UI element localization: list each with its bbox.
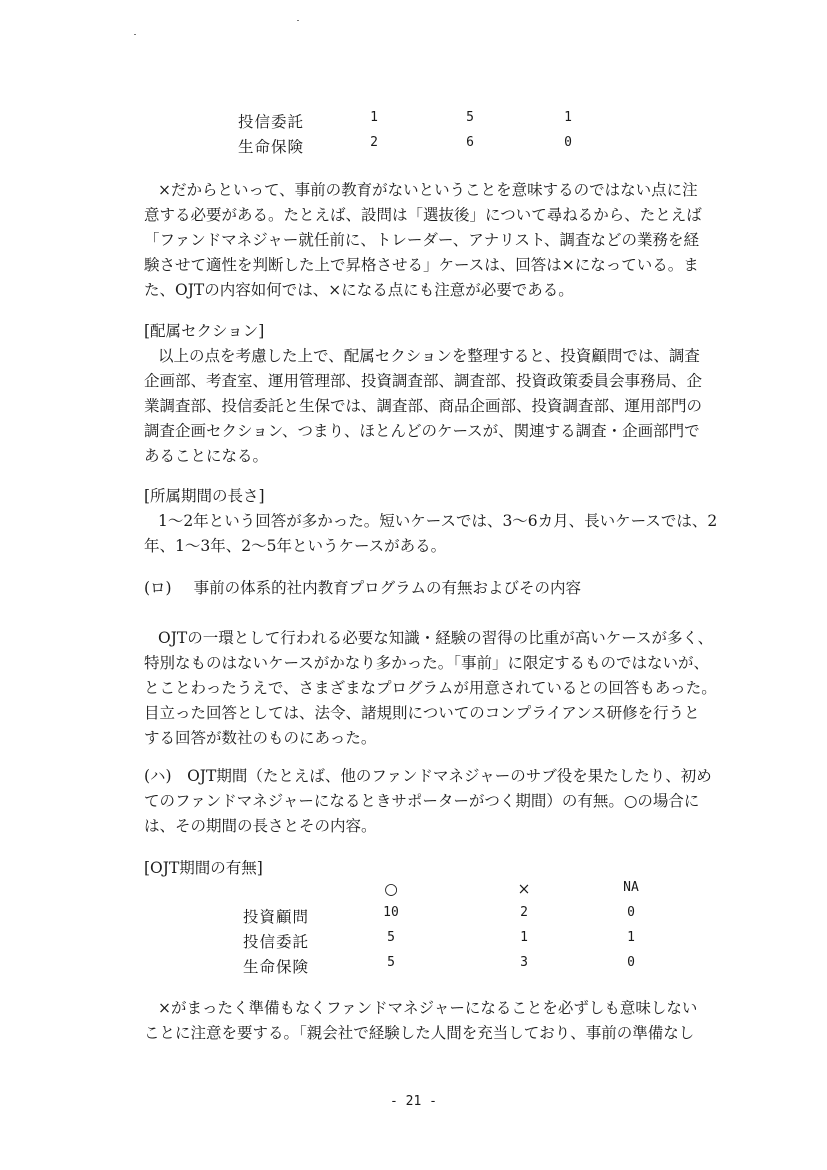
- table-cell: 6: [466, 135, 474, 150]
- table-row: [238, 135, 598, 160]
- table2-heading: [144, 856, 263, 881]
- text-line: 調査企画セクション、つまり、ほとんどのケースが、関連する調査・企画部門で: [144, 422, 700, 440]
- row-label: 投信委託: [243, 933, 310, 951]
- table-cell: 0: [627, 905, 635, 920]
- section-heading: [配属セクション]: [144, 322, 265, 340]
- item-marker: (ロ): [144, 579, 172, 597]
- text-line: ×がまったく準備もなくファンドマネジャーになることを必ずしも意味しない: [158, 999, 698, 1017]
- table2: [243, 880, 663, 980]
- text-line: 験させて適性を判断した上で昇格させる」ケースは、回答は×になっている。ま: [144, 256, 699, 274]
- text-line: てのファンドマネジャーになるときサポーターがつく期間）の有無。○の場合に: [144, 792, 700, 810]
- text-line: する回答が数社のものにあった。: [144, 729, 377, 747]
- section-heading: [OJT期間の有無]: [144, 859, 263, 877]
- text-line: 特別なものはないケースがかなり多かった。「事前」に限定するものではないが、: [144, 654, 709, 672]
- row-label: 投資顧問: [243, 908, 310, 926]
- item-ha: [144, 764, 712, 839]
- text-line: ことに注意を要する。「親会社で経験した人間を充当しており、事前の準備なし: [144, 1024, 695, 1042]
- table-cell: 1: [627, 930, 635, 945]
- table-cell: 1: [564, 110, 572, 125]
- section-heading: [所属期間の長さ]: [144, 487, 265, 505]
- row-label: 生命保険: [238, 138, 305, 156]
- text-line: OJTの一環として行われる必要な知識・経験の習得の比重が高いケースが多く、: [158, 629, 714, 647]
- text-line: 「ファンドマネジャー就任前に、トレーダー、アナリスト、調査などの業務を経: [144, 231, 700, 249]
- column-header: ○: [384, 880, 398, 898]
- table-cell: 2: [520, 905, 528, 920]
- table-cell: 0: [564, 135, 572, 150]
- row-label: 投信委託: [238, 113, 305, 131]
- text-line: 意する必要がある。たとえば、設問は「選抜後」について尋ねるから、たとえば: [144, 206, 702, 224]
- text-line: 年、1～3年、2～5年というケースがある。: [144, 537, 447, 555]
- table-row: [243, 955, 663, 980]
- text-line: 企画部、考査室、運用管理部、投資調査部、調査部、投資政策委員会事務局、企: [144, 372, 703, 390]
- paragraph-ro: [144, 626, 717, 751]
- table-row: [243, 930, 663, 955]
- section-kikan: [144, 484, 717, 559]
- table1: [238, 110, 598, 160]
- table-row: [243, 905, 663, 930]
- paragraph-last: [144, 996, 697, 1046]
- row-label: 生命保険: [243, 958, 310, 976]
- table-row: [238, 110, 598, 135]
- item-ro-heading: [144, 576, 581, 601]
- item-title: 事前の体系的社内教育プログラムの有無およびその内容: [193, 579, 581, 597]
- table-cell: 5: [387, 955, 395, 970]
- section-haizoku: [144, 319, 702, 469]
- table-cell: 5: [387, 930, 395, 945]
- text-line: 1～2年という回答が多かった。短いケースでは、3～6カ月、長いケースでは、2: [158, 512, 718, 530]
- text-line: 業調査部、投信委託と生保では、調査部、商品企画部、投資調査部、運用部門の: [144, 397, 703, 415]
- table-cell: 3: [520, 955, 528, 970]
- text-line: (ハ) OJT期間（たとえば、他のファンドマネジャーのサブ役を果たしたり、初め: [144, 767, 712, 785]
- text-line: た、OJTの内容如何では、×になる点にも注意が必要である。: [144, 281, 574, 299]
- text-line: 以上の点を考慮した上で、配属セクションを整理すると、投資顧問では、調査: [158, 347, 700, 365]
- table-cell: 1: [370, 110, 378, 125]
- text-line: は、その期間の長さとその内容。: [144, 817, 377, 835]
- table-cell: 5: [466, 110, 474, 125]
- text-line: 目立った回答としては、法令、諸規則についてのコンプライアンス研修を行うと: [144, 704, 700, 722]
- page-number: - 21 -: [390, 1094, 437, 1109]
- table-cell: 10: [383, 905, 399, 920]
- table-cell: 1: [520, 930, 528, 945]
- column-header: ×: [517, 880, 531, 898]
- scan-speck: [297, 20, 299, 21]
- text-line: とことわったうえで、さまざまなプログラムが用意されているとの回答もあった。: [144, 679, 717, 697]
- table-cell: 2: [370, 135, 378, 150]
- table-cell: 0: [627, 955, 635, 970]
- text-line: あることになる。: [144, 447, 269, 465]
- table-header-row: [243, 880, 663, 905]
- column-header: NA: [623, 880, 639, 895]
- paragraph-batsu-note: [144, 178, 702, 303]
- text-line: ×だからといって、事前の教育がないということを意味するのではない点に注: [158, 181, 698, 199]
- scan-speck: [134, 34, 136, 35]
